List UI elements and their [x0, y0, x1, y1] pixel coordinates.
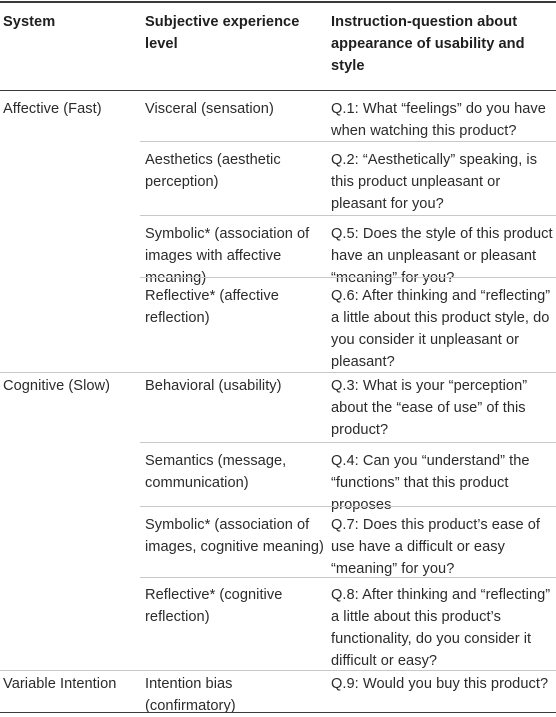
table-cell-level: Intention bias (confirmatory)	[145, 676, 236, 714]
table-cell-question: Q.2: “Aesthetically” speaking, is this product unpleasant or pleasant for you?	[331, 152, 538, 212]
table-cell-level: Behavioral (usability)	[145, 378, 282, 394]
table-cell-level: Semantics (message, communication)	[145, 453, 287, 491]
table-cell-level: Reflective* (affective reflection)	[145, 288, 279, 326]
table-cell-level: Symbolic* (association of images, cognitive meaning)	[145, 517, 324, 555]
table-cell-question: Q.8: After thinking and “reflecting” a little about this product’s functionality, do you consider it difficult or easy?	[331, 587, 551, 669]
table-cell-level: Visceral (sensation)	[145, 101, 274, 117]
row-divider	[140, 141, 556, 142]
row-divider	[0, 670, 556, 671]
table-cell-level: Symbolic* (association of images with affective meaning)	[145, 226, 310, 286]
table-cell-level: Reflective* (cognitive reflection)	[145, 587, 283, 625]
table-cell-question: Q.9: Would you buy this product?	[331, 676, 549, 692]
table-cell-system: Affective (Fast)	[3, 101, 102, 117]
table-cell-question: Q.7: Does this product’s ease of use have a difficult or easy “meaning” for you?	[331, 517, 540, 577]
table-cell-question: Q.3: What is your “perception” about the “ease of use” of this product?	[331, 378, 528, 438]
header-subjective-experience-level: Subjective experience level	[145, 14, 300, 52]
row-divider	[0, 372, 556, 373]
table-cell-level: Aesthetics (aesthetic perception)	[145, 152, 281, 190]
row-divider	[140, 442, 556, 443]
table-top-rule	[0, 1, 556, 3]
table-cell-system: Variable Intention	[3, 676, 117, 692]
table-cell-question: Q.6: After thinking and “reflecting” a little about this product style, do you consider it unpleasant or pleasant?	[331, 288, 551, 370]
table-cell-question: Q.1: What “feelings” do you have when watching this product?	[331, 101, 546, 139]
row-divider	[140, 506, 556, 507]
table-cell-system: Cognitive (Slow)	[3, 378, 111, 394]
table-cell-question: Q.5: Does the style of this product have an unpleasant or pleasant “meaning” for you?	[331, 226, 553, 286]
header-instruction-question: Instruction-question about appearance of usability and style	[331, 14, 525, 74]
header-rule	[0, 90, 556, 91]
row-divider	[140, 277, 556, 278]
table-bottom-rule	[0, 712, 556, 713]
row-divider	[140, 215, 556, 216]
row-divider	[140, 577, 556, 578]
header-system: System	[3, 14, 56, 30]
table-cell-question: Q.4: Can you “understand” the “functions” that this product proposes	[331, 453, 530, 513]
